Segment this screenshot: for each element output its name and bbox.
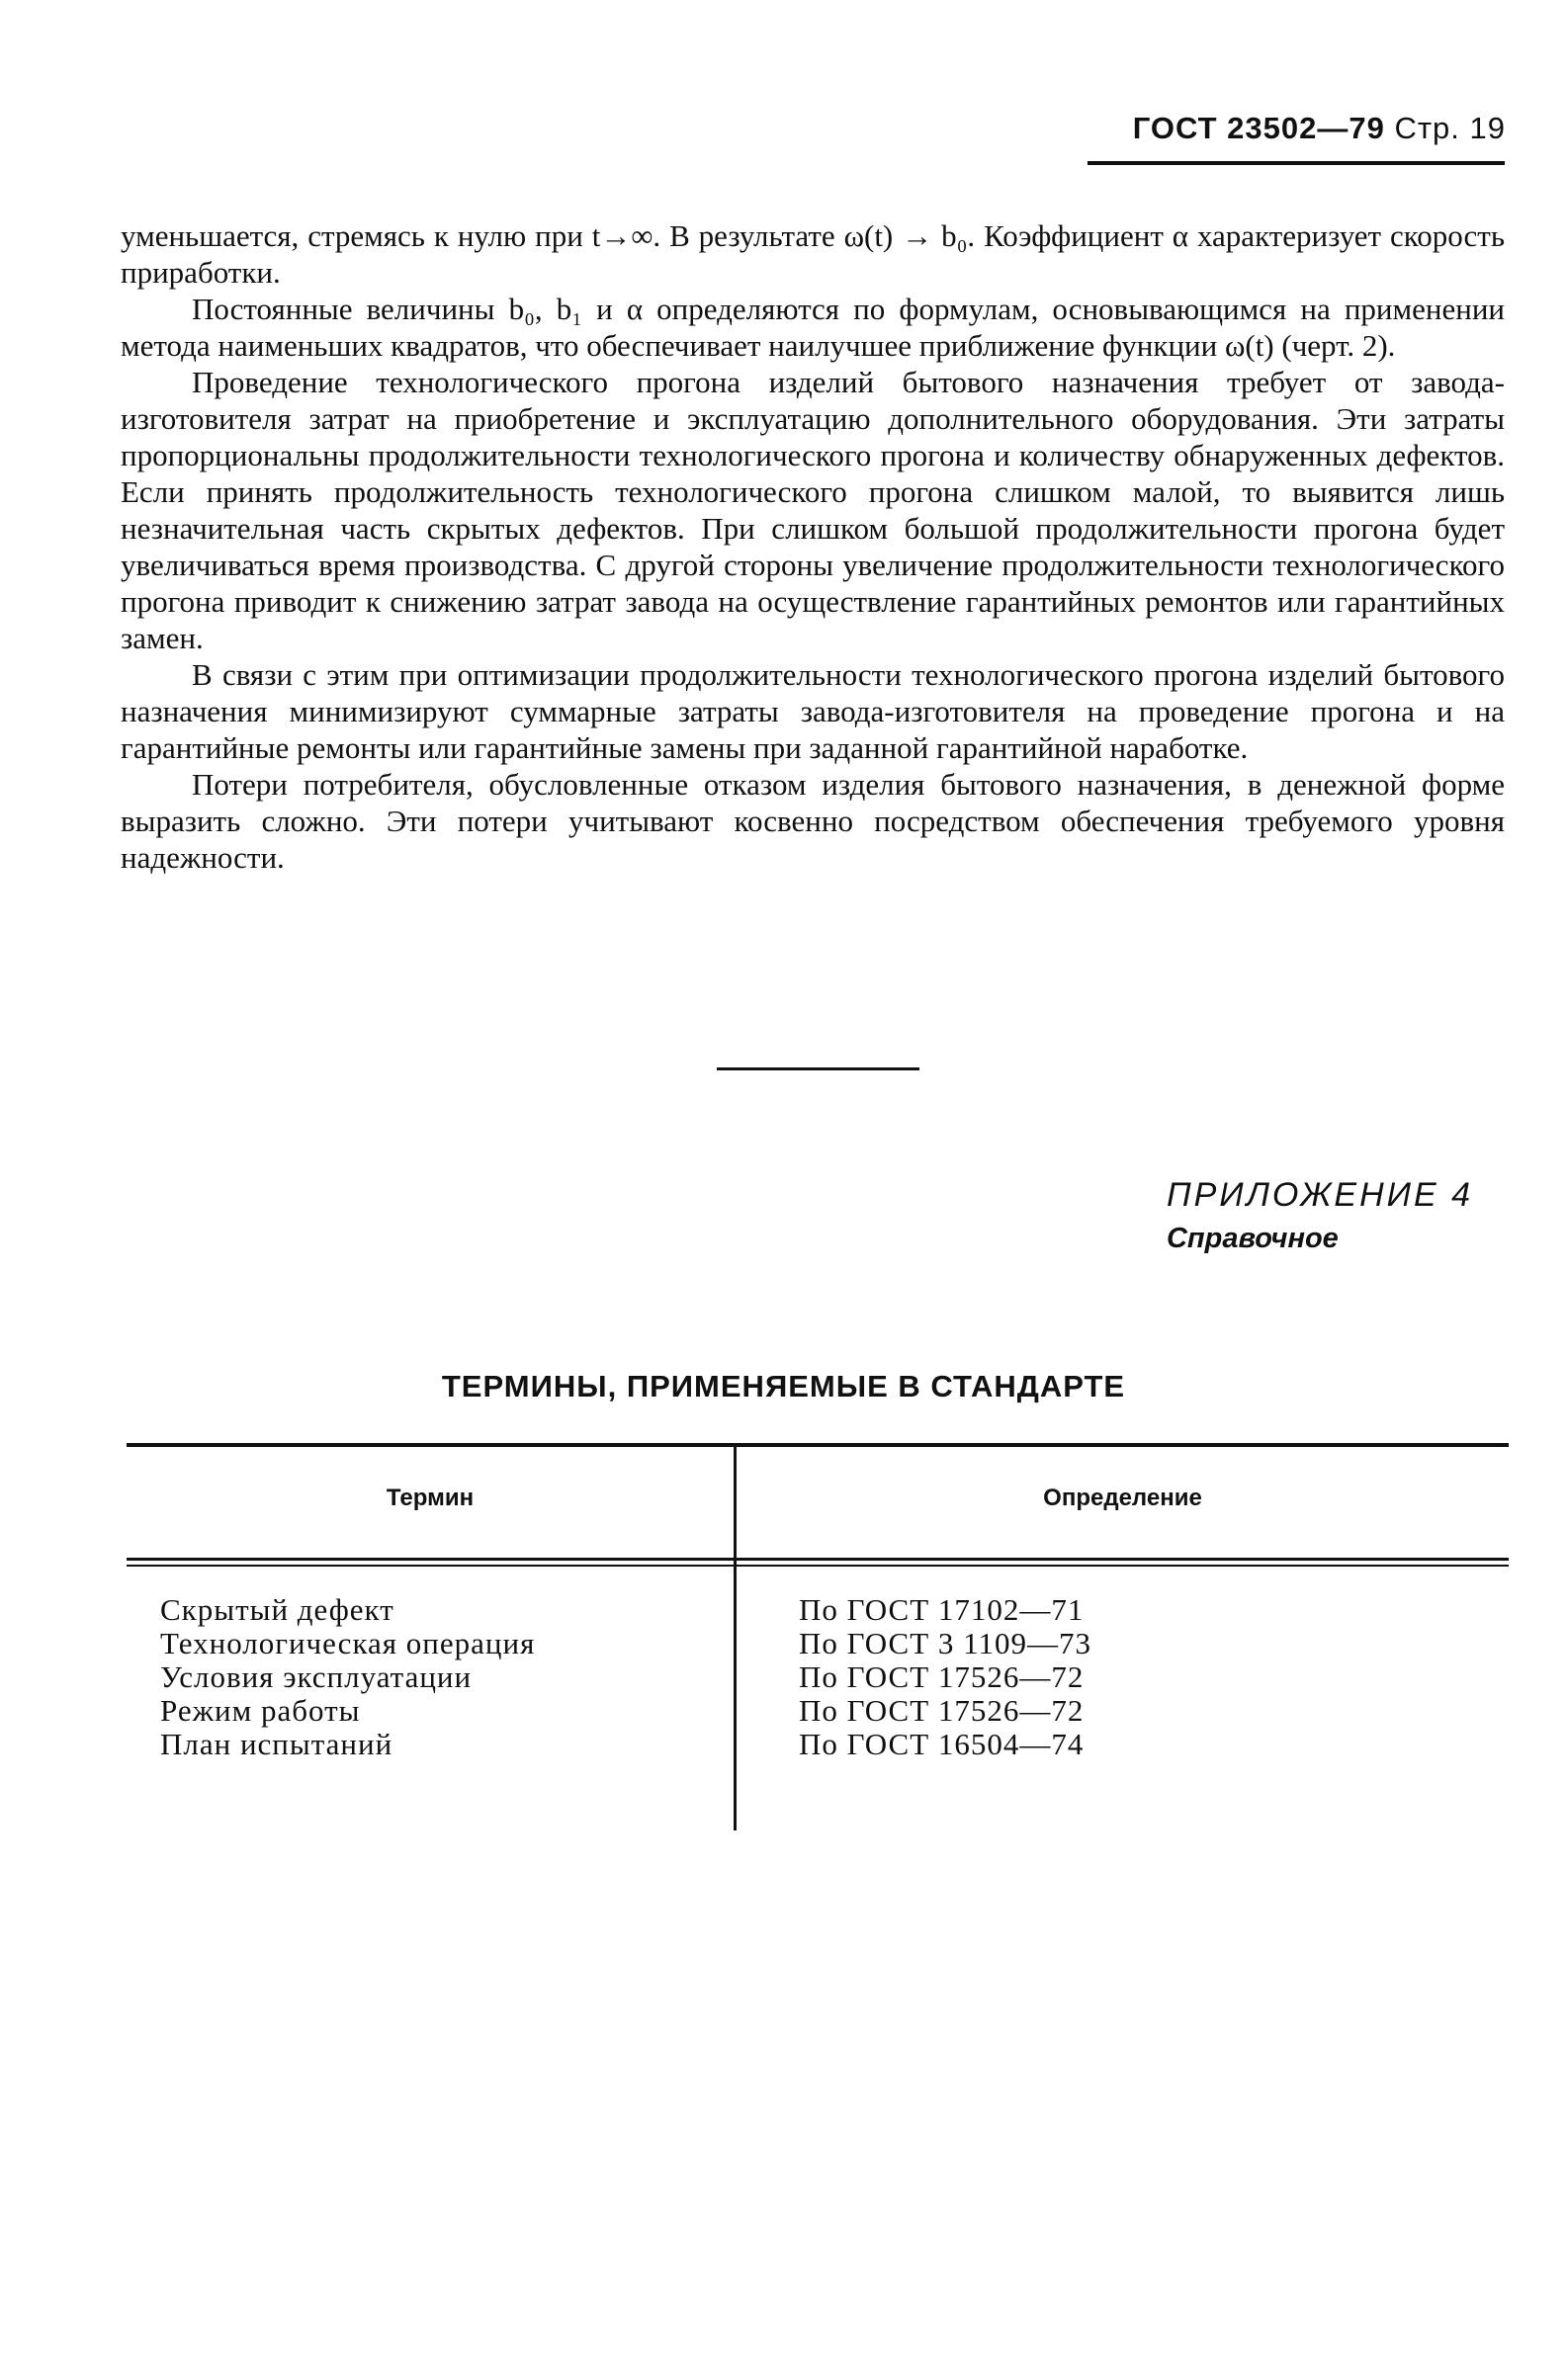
term-cell: Режим работы (160, 1693, 361, 1728)
section-separator (717, 1067, 919, 1070)
definition-cell: По ГОСТ 17526—72 (799, 1693, 1085, 1728)
column-header-definition: Определение (1043, 1485, 1202, 1511)
definition-cell: По ГОСТ 3 1109—73 (799, 1626, 1092, 1660)
page-number: Стр. 19 (1394, 111, 1506, 145)
term-cell: Скрытый дефект (160, 1592, 394, 1627)
terms-heading: ТЕРМИНЫ, ПРИМЕНЯЕМЫЕ В СТАНДАРТЕ (441, 1369, 1126, 1403)
column-header-term: Термин (386, 1485, 475, 1511)
table-body (127, 1593, 1509, 1761)
paragraph: уменьшается, стремясь к нулю при t→∞. В результате ω(t) → b₀. Коэффициент α характеризует скорость приработки. (121, 218, 1505, 290)
definition-cell: По ГОСТ 17526—72 (799, 1659, 1085, 1694)
term-cell: Условия эксплуатации (160, 1659, 473, 1694)
paragraph: Потери потребителя, обусловленные отказом изделия бытового назначения, в денежной форме выразить сложно. Эти потери учитывают косвенно посредством обеспечения требуемого уровня надежности. (121, 767, 1505, 875)
paragraph: Проведение технологического прогона изделий бытового назначения требует от завода-изготовителя затрат на приобретение и эксплуатацию дополнительного оборудования. Эти затраты пропорциональны продолжительности технологического прогона и количеству обнаруженных дефектов. Если принять продолжительность технологического прогона слишком малой, то выявится лишь незначительная часть скрытых дефектов. При слишком большой продолжительности прогона будет увеличиваться время производства. С другой стороны увеличение продолжительности технологического прогона приводит к снижению затрат завода на осуществление гарантийных ремонтов или гарантийных замен. (121, 365, 1505, 655)
table-row (127, 1660, 1509, 1694)
table-header-rule (127, 1558, 1509, 1561)
definition-cell: По ГОСТ 16504—74 (799, 1727, 1085, 1761)
body-text (121, 217, 1505, 876)
definition-cell: По ГОСТ 17102—71 (799, 1592, 1085, 1627)
term-cell: План испытаний (160, 1727, 393, 1761)
paragraph: Постоянные величины b₀, b₁ и α определяются по формулам, основывающимся на применении метода наименьших квадратов, что обеспечивает наилучшее приближение функции ω(t) (черт. 2). (121, 292, 1505, 363)
appendix-subtitle: Справочное (1166, 1223, 1339, 1254)
paragraph: В связи с этим при оптимизации продолжительности технологического прогона изделий бытового назначения минимизируют суммарные затраты завода-изготовителя на проведение прогона и на гарантийные ремонты или гарантийные замены при заданной гарантийной наработке. (121, 657, 1505, 765)
terms-table (127, 1443, 1509, 1833)
table-row (127, 1694, 1509, 1728)
table-row (127, 1728, 1509, 1761)
table-top-rule (127, 1443, 1509, 1447)
appendix-label (1167, 1176, 1473, 1255)
term-cell: Технологическая операция (160, 1626, 536, 1660)
table-header-rule (127, 1565, 1509, 1567)
appendix-title: ПРИЛОЖЕНИЕ 4 (1166, 1176, 1473, 1214)
page-header (1133, 111, 1506, 146)
standard-number: ГОСТ 23502—79 (1132, 111, 1385, 145)
table-row (127, 1627, 1509, 1660)
table-row (127, 1593, 1509, 1627)
header-rule (1088, 161, 1505, 165)
